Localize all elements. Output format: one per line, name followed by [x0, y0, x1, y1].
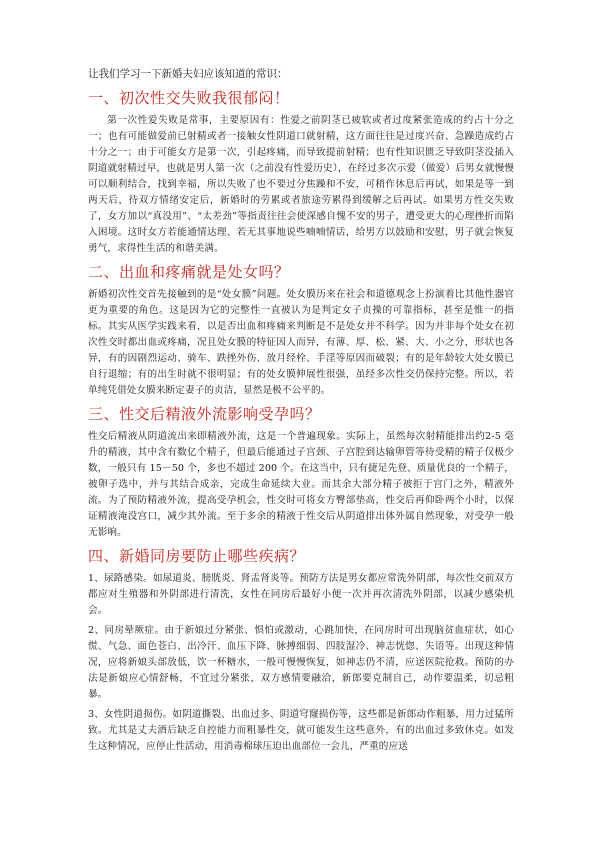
section-1-paragraph: 第一次性爱失败是常事，主要原因有：性爱之前阴茎已疲软或者过度紧张造成的约占十分之一；也有可能做爱前已射精或者一接触女性阴道口就射精，这方面往往是过度兴奋、急躁造成约占十分之一；由于可能女方是第一次，引起疼痛，而导致提前射精；也有性知识匮乏导致阴茎没插入阴道就射精过早，也就是男人第一次（之前没有性爱历史），在经过多次示爱（做爱）后男女就慢慢可以顺利结合，找到幸福，所以失败了也不要过分焦躁和不安，可稍作休息后再试，如果是等一到两天后，待双方情绪安定后，新婚时的劳累或者旅途劳累得到缓解之后再试。如果男方性交失败了，女方加以“真没用”、“太差劲”等指责往往会使深感自愧不安的男子，遭受更大的心理挫折而陷入困境。这时女方若能通情达理、若无其事地说些喃喃情话，给男方以鼓励和安慰，男子就会恢复勇气，求得性生活的和谐美满。 [88, 115, 514, 254]
section-3-paragraph: 性交后精液从阴道流出来即精液外流，这是一个普遍现象。实际上，虽然每次射精能排出约2-5 毫升的精液，其中含有数亿个精子，但最后能通过子宫颈、子宫腔到达输卵管等待受精的精子仅极少数，一般只有 15－50 个，多也不超过 200 个。在这当中，只有捷足先登、质量优良的一个精子，被卵子选中，并与其结合成亲，完成生命延续大业。而其余大部分精子被拒于宫门之外，精液外流。为了预防精液外流，提高受孕机会，性交时可将女方臀部垫高，性交后再仰卧两个小时，以保证精液淹没宫口，减少其外流。至于多余的精液于性交后从阴道排出体外属自然现象，对受孕一般无影响。 [88, 431, 514, 538]
section-4-title: 四、新婚同房要防止哪些疾病？ [88, 547, 306, 565]
section-4-item-1: 1、尿路感染。如尿道炎、膀胱炎、肾盂肾炎等。预防方法是男女都应常洗外阴部，每次性交前双方都应对生殖器和外阴部进行清洗，女性在同房后最好小便一次并再次清洗外阴部，以减少感染机会。 [88, 573, 514, 616]
document-page [88, 66, 514, 759]
section-3-title: 三、性交后精液外流影响受孕吗？ [88, 405, 321, 423]
section-1-title: 一、初次性交失败我很郁闷！ [88, 89, 290, 107]
intro-text: 让我们学习一下新婚夫妇应该知道的常识： [88, 68, 288, 80]
section-4-item-2: 2、同房晕厥症。由于新娘过分紧张、惧怕或激动，心跳加快，在同房时可出现脑贫血症状，如心慌、气急、面色苍白、出冷汗、血压下降、脉搏细弱、四肢湿冷、神志恍惚、失语等。出现这种情况，应将新娘头部放低，饮一杯糖水，一般可慢慢恢复，如神志仍不清，应送医院抢救。预防的办法是新娘应心情舒畅，不宜过分紧张，双方感情要融洽，新郎要克制自己，动作要温柔，切忌粗暴。 [88, 625, 514, 700]
section-2-title: 二、出血和疼痛就是处女吗？ [88, 263, 290, 281]
section-2-paragraph: 新婚初次性交首先接触到的是“处女膜”问题。处女膜历来在社会和道德观念上扮演着比其他性器官更为重要的角色。这是因为它的完整性一直被认为是判定女子贞操的可靠指标，甚至是惟一的指标。其实从医学实践来看，以是否出血和疼痛来判断是不是处女并不科学。因为并非每个处女在初次性交时都出血或疼痛，况且处女膜的特征因人而异，有薄、厚、松、紧、大、小之分，形状也各异，有的因剧烈运动、骑车、跌挫外伤、放月经栓、手淫等原因而破裂；有的是年龄较大处女膜已自行退缩；有的出生时就不很明显；有的处女膜伸展性很强，虽经多次性交仍保持完整。所以，若单纯凭借处女膜来断定妻子的贞洁，显然是极不公平的。 [88, 289, 514, 396]
section-4-item-3: 3、女性阴道损伤。如阴道撕裂、出血过多、阴道穹窿损伤等，这些都是新郎动作粗暴，用力过猛所致。尤其是丈夫酒后缺乏自控能力而粗暴性交，就可能发生这些意外，有的出血过多致休克。如发生这种情况，应停止性活动，用消毒棉球压迫出血部位一会儿，严重的应送 [88, 709, 514, 752]
